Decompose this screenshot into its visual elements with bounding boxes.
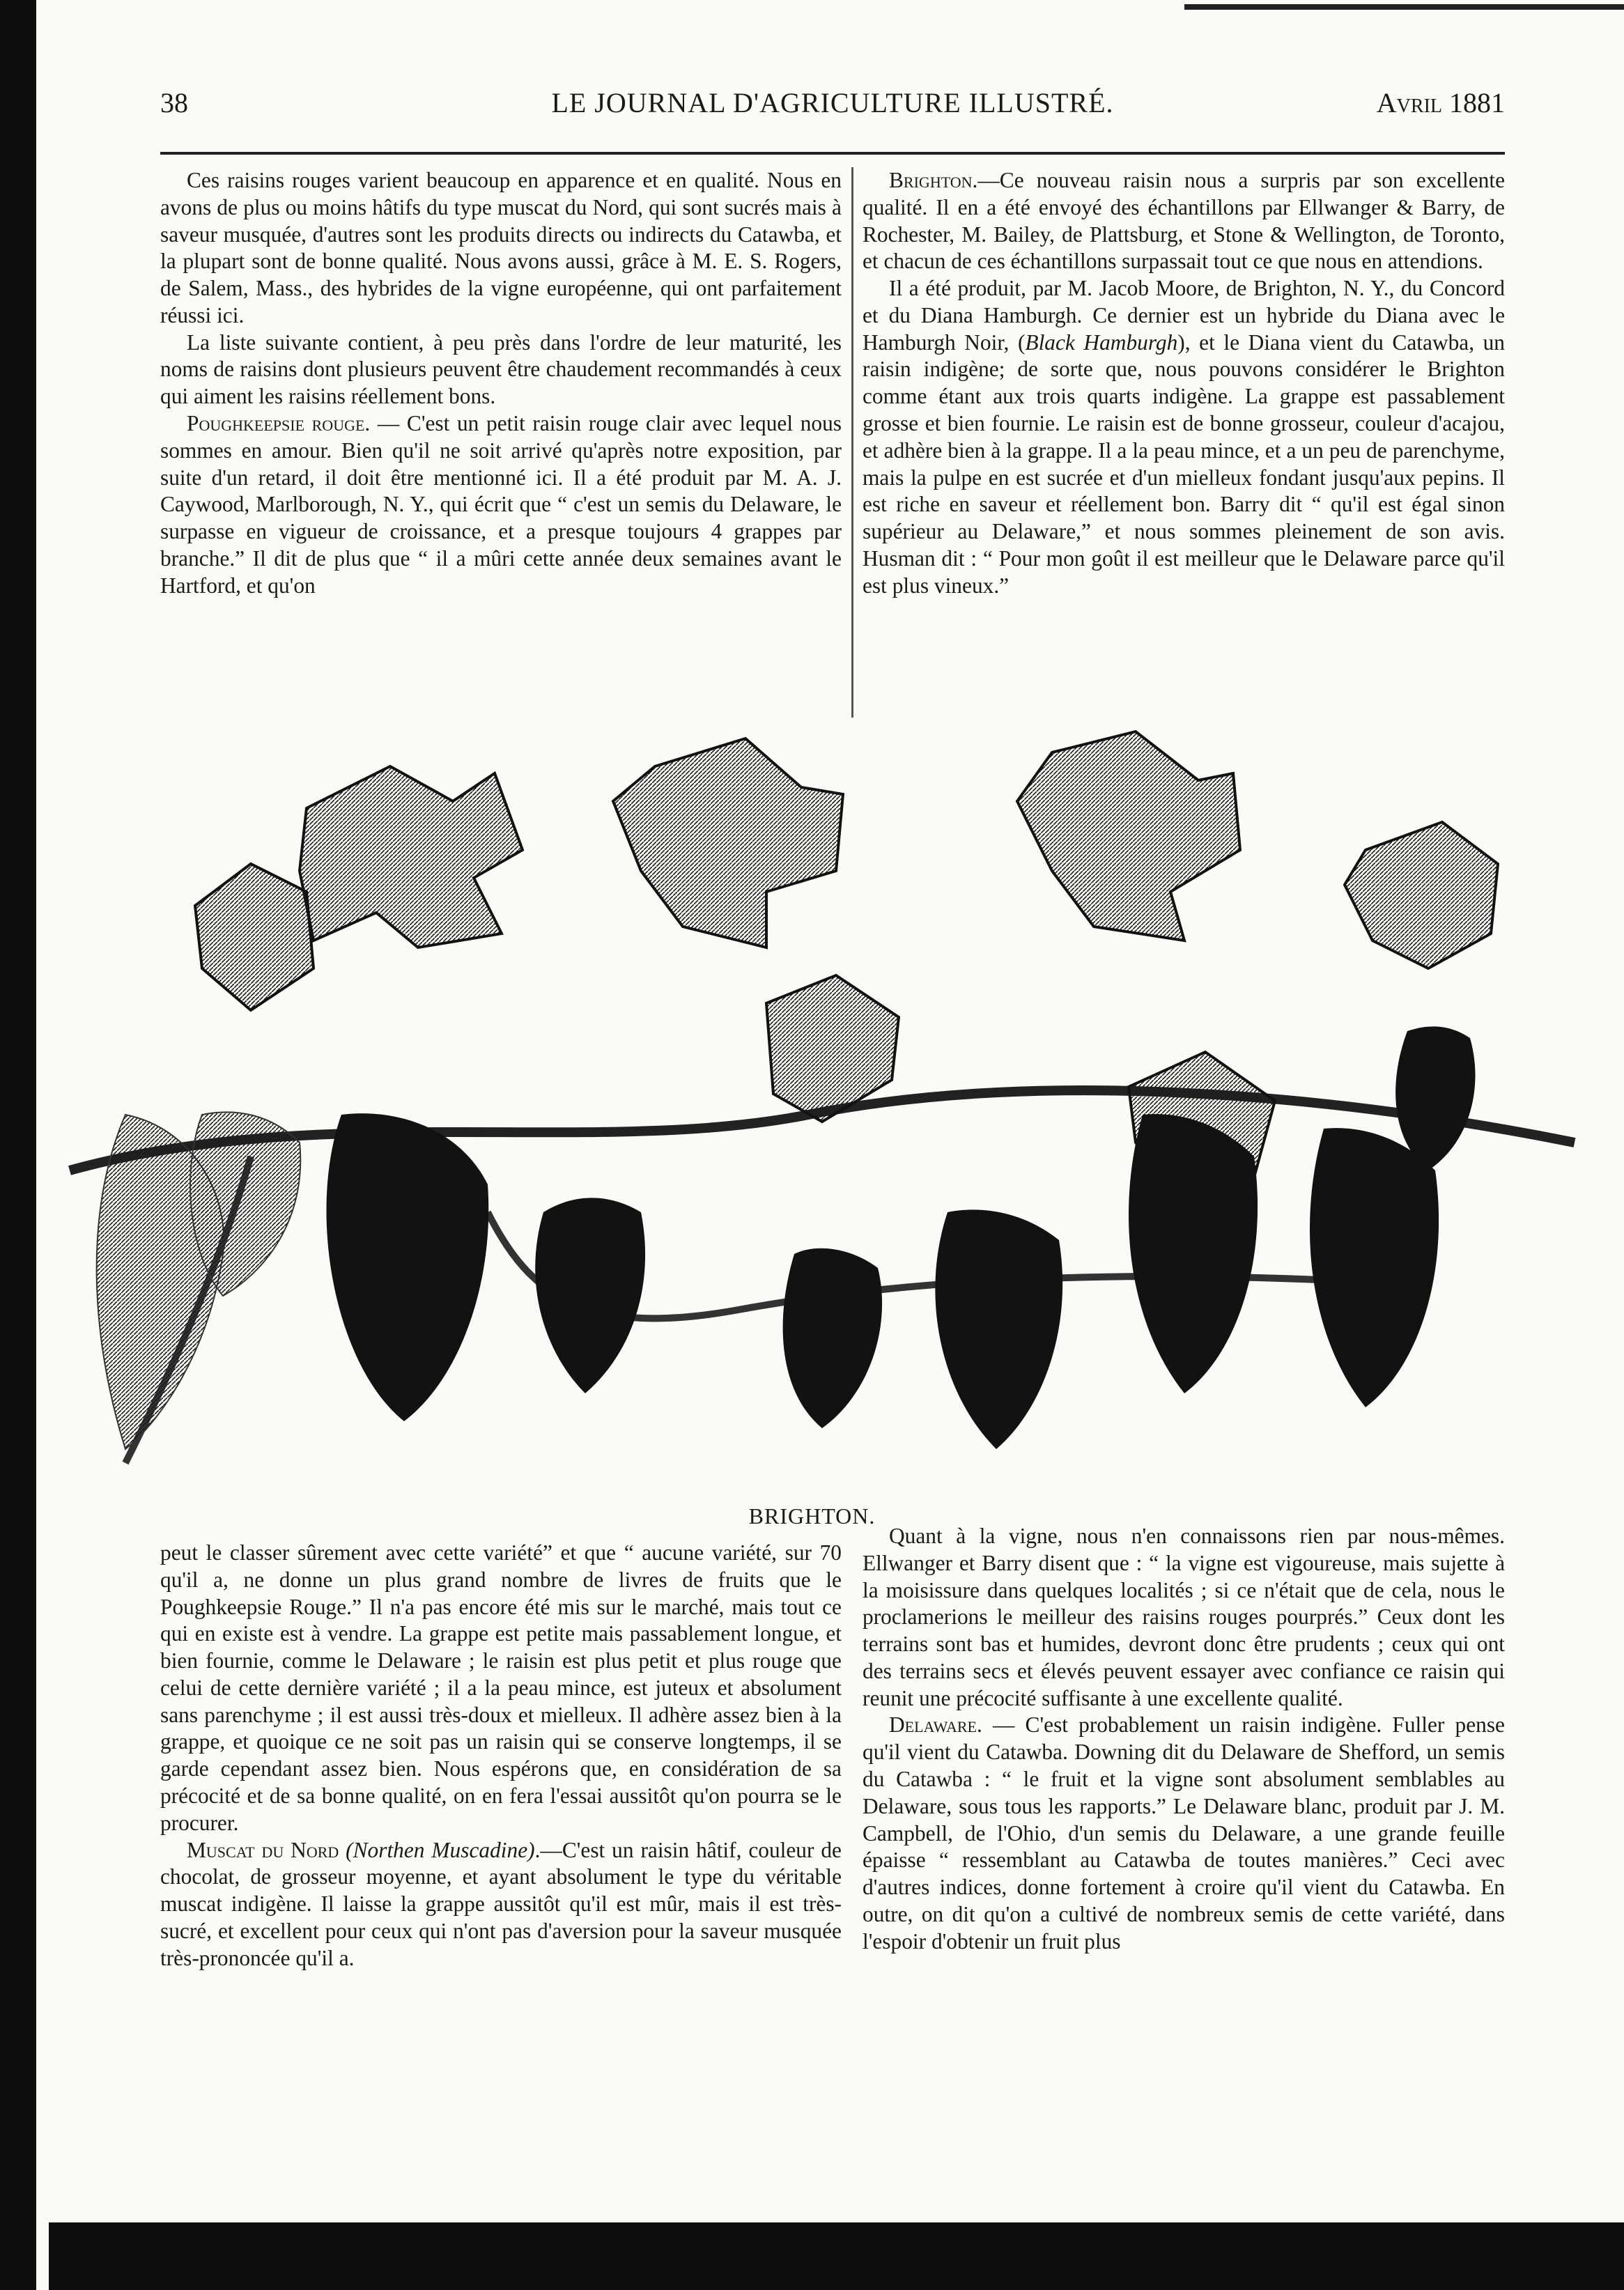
- variety-name: Brighton.: [889, 168, 978, 192]
- variety-text: — C'est probablement un raisin indigène. Fuller pense qu'il vient du Catawba. Downing dit du Delaware de Shefford, un semis du Catawba : “ le fruit et la vigne sont absolument semblables au Delaware, sous tous les rapports.” Le Delaware blanc, produit par J. M. Campbell, de l'Ohio, d'un semis du Delaware, a une grande feuille épaisse “ ressemblant au Catawba de toutes manières.” Ceci avec d'autres indices, donne fortement à croire qu'il vient du Catawba. En outre, on dit qu'on a cultivé de nombreux semis de cette variété, dans l'espoir d'obtenir un fruit plus: [863, 1712, 1505, 1954]
- column-divider: [851, 167, 853, 718]
- page-number: 38: [160, 87, 188, 118]
- column-left-bottom: [160, 1540, 842, 2160]
- variety-text: .—C'est un raisin hâtif, couleur de chocolat, de grosseur moyenne, et ayant absolument le type du véritable muscat indigène. Il laisse la grappe aussitôt qu'il est mûr, mais il est très-sucré, et excellent pour ceux qui n'ont pas d'aversion pour la saveur musquée très-prononcée qu'il a.: [160, 1837, 842, 1970]
- italic-name: (Northen Muscadine): [346, 1837, 535, 1862]
- binding-edge: [0, 0, 36, 2290]
- paragraph: Quant à la vigne, nous n'en connaissons rien par nous-mêmes. Ellwanger et Barry disent que : “ la vigne est vigoureuse, mais sujette à la moisissure dans quelques localités ; si ce n'était que de cela, nous le proclamerions le meilleur des raisins rouges pourprés.” Ceux dont les terrains sont bas et humides, devront donc être prudents ; ceux qui ont des terrains secs et élevés peuvent essayer avec confiance ce raisin qui reunit une précocité suffisante à une excellente qualité.: [863, 1524, 1505, 1710]
- delaware-paragraph: [863, 1712, 1505, 1955]
- variety-text: —Ce nouveau raisin nous a surpris par son excellente qualité. Il en a été envoyé des échantillons par Ellwanger & Barry, de Rochester, M. Bailey, de Plattsburg, et Stone & Wellington, de Toronto, et chacun de ces échantillons surpassait tout ce que nous en attendions.: [863, 168, 1505, 274]
- paragraph: peut le classer sûrement avec cette variété” et que “ aucune variété, sur 70 qu'il a, ne donne un plus grand nombre de livres de fruits que le Poughkeepsie Rouge.” Il n'a pas encore été mis sur le marché, mais tout ce qui en existe est à vendre. La grappe est petite mais passablement longue, et bien fournie, comme le Delaware ; le raisin est plus petit et plus rouge que celui de cette dernière variété ; il a la peau mince, est juteux et absolument sans parenchyme ; il est aussi très-doux et mielleux. Il adhère assez bien à la grappe, et quoique ce ne soit pas un raisin qui se conserve longtemps, il se garde cependant assez bien. Nous espérons que, en considération de sa précocité et de sa bonne qualité, on en fera l'essai aussitôt qu'on pourra se le procurer.: [160, 1540, 842, 1835]
- running-header: [160, 78, 1505, 134]
- light-grape-cluster: [97, 1112, 301, 1449]
- muscat-paragraph: [160, 1837, 842, 1972]
- variety-name: Delaware.: [889, 1712, 982, 1738]
- paragraph: [863, 275, 1505, 599]
- figure-caption: BRIGHTON.: [748, 1503, 876, 1529]
- column-right-top: [863, 167, 1505, 732]
- brighton-paragraph: [863, 167, 1505, 275]
- text-run: Il a été produit, par M. Jacob Moore, de Brighton, N. Y., du Concord et du Diana Hamburgh. Ce dernier est un hybride du Diana avec le Hamburgh Noir, (: [863, 276, 1505, 355]
- italic-name: Black Hamburgh: [1025, 330, 1178, 355]
- variety-name: Muscat du Nord: [187, 1837, 339, 1862]
- journal-title: LE JOURNAL D'AGRICULTURE ILLUSTRÉ.: [551, 87, 1114, 118]
- column-left-top: [160, 167, 842, 732]
- top-edge-rule: [1184, 4, 1624, 10]
- variety-text: — C'est un petit raisin rouge clair avec lequel nous sommes en amour. Bien qu'il ne soit arrivé qu'après notre exposition, par suite d'un retard, il doit être mentionné ici. Il a été produit par M. A. J. Caywood, Marlborough, N. Y., qui écrit que “ c'est un semis du Delaware, le surpasse en vigueur de croissance, et a presque toujours 4 grappes par branche.” Il dit de plus que “ il a mûri cette année deux semaines avant le Hartford, et qu'on: [160, 411, 842, 598]
- scan-border-bottom: [49, 2222, 1624, 2290]
- text-run: ), et le Diana vient du Catawba, un raisin indigène; de sorte que, nous pouvons considérer le Brighton comme étant aux trois quarts indigène. La grappe est passablement grosse et bien fournie. Le raisin est de bonne grosseur, couleur d'acajou, et adhère bien à la grappe. Il a la peau mince, et a un peu de parenchyme, mais la pulpe en est sucrée et d'un mielleux fondant jusqu'aux pepins. Il est riche en saveur et réellement bon. Barry dit “ qu'il est égal sinon supérieur au Delaware,” et nous sommes pleinement de son avis. Husman dit : “ Pour mon goût il est meilleur que le Delaware parce qu'il est plus vineux.”: [863, 330, 1505, 598]
- paragraph: Ces raisins rouges varient beaucoup en apparence et en qualité. Nous en avons de plus ou moins hâtifs du type muscat du Nord, qui sont sucrés mais à saveur musquée, d'autres sont les produits directs ou indirects du Catawba, et la plupart sont de bonne qualité. Nous avons aussi, grâce à M. E. S. Rogers, de Salem, Mass., des hybrides de la vigne européenne, qui ont parfaitement réussi ici.: [160, 168, 842, 327]
- grape-illustration: [42, 725, 1588, 1505]
- column-right-bottom: [863, 1523, 1505, 2150]
- poughkeepsie-paragraph: [160, 410, 842, 599]
- variety-name: Poughkeepsie rouge.: [187, 411, 371, 436]
- grape-vine-engraving: [42, 725, 1588, 1505]
- paragraph: La liste suivante contient, à peu près dans l'ordre de leur maturité, les noms de raisins dont plusieurs peuvent être chaudement recommandés à ceux qui aiment les raisins réellement bons.: [160, 330, 842, 409]
- header-rule: [160, 152, 1505, 155]
- issue-date: Avril 1881: [1376, 87, 1505, 118]
